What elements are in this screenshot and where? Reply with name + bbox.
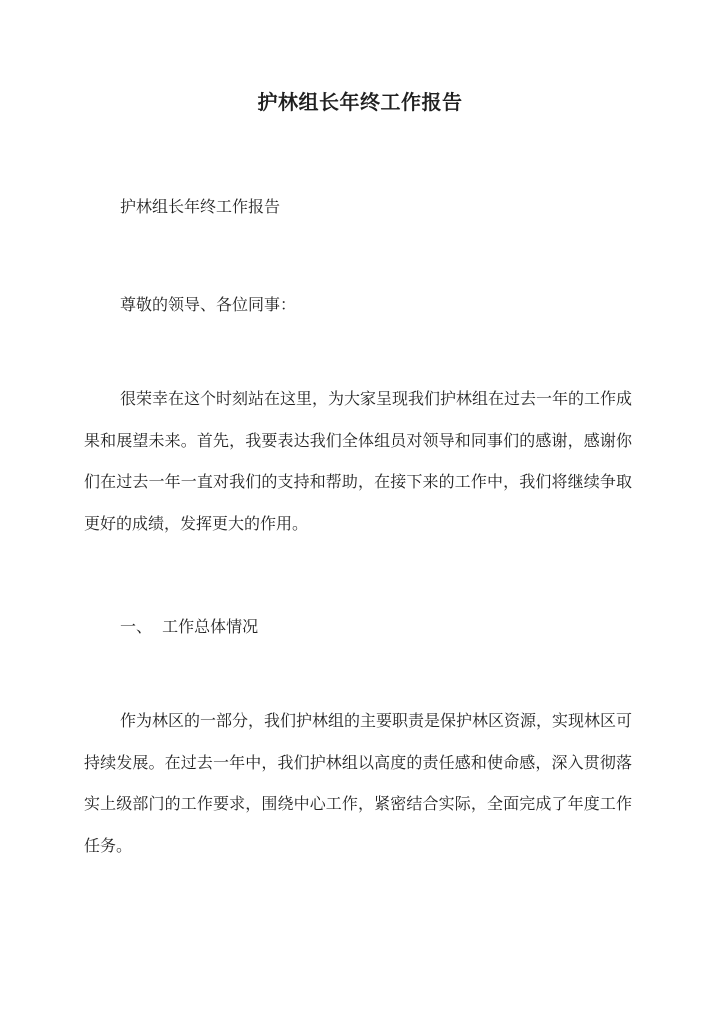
subtitle-line: 护林组长年终工作报告 bbox=[120, 197, 281, 216]
section-paragraph: 作为林区的一部分，我们护林组的主要职责是保护林区资源，实现林区可持续发展。在过去一年中，我们护林组以高度的责任感和使命感，深入贯彻落实上级部门的工作要求，围绕中心工作，紧密结合实际，全面完成了年度工作任务。 bbox=[84, 711, 633, 855]
intro-paragraph: 很荣幸在这个时刻站在这里，为大家呈现我们护林组在过去一年的工作成果和展望未来。首先，我要表达我们全体组员对领导和同事们的感谢，感谢你们在过去一年一直对我们的支持和帮助，在接下来的工作中，我们将继续争取更好的成绩，发挥更大的作用。 bbox=[84, 389, 633, 533]
greeting-line: 尊敬的领导、各位同事： bbox=[120, 295, 297, 314]
section-heading: 一、 工作总体情况 bbox=[120, 617, 259, 636]
document-title: 护林组长年终工作报告 bbox=[257, 90, 463, 114]
